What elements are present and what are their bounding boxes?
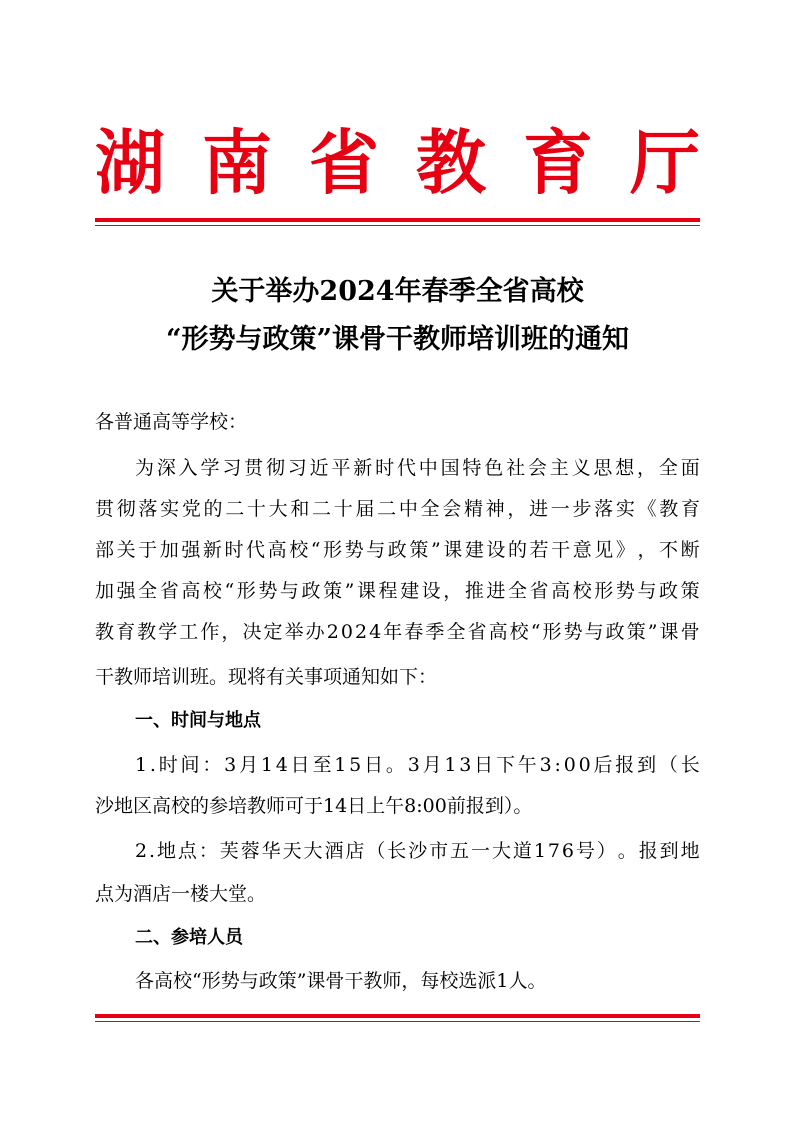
section-heading-2: 二、参培人员 <box>135 927 243 948</box>
paragraph-line: 教 育 教 学 工 作 ， 决 定 举 办 2 0 2 4 年 春 季 全 省 高 校 “ 形 势 与 政 策 ” 课 骨 <box>95 621 700 643</box>
issuer-masthead <box>95 118 700 208</box>
item-line: 沙地区高校的参培教师可于14日上午8:00前报到）。 <box>95 795 533 817</box>
red-divider-bottom-thick <box>95 1014 700 1018</box>
masthead-char: 育 <box>523 121 593 204</box>
red-divider-top-thin <box>95 225 700 226</box>
document-title-line-2: “形势与政策”课骨干教师培训班的通知 <box>165 324 630 355</box>
paragraph-line: 部 关 于 加 强 新 时 代 高 校 “ 形 势 与 政 策 ” 课 建 设 的 若 干 意 见 》 ， 不 断 <box>95 539 700 561</box>
masthead-char: 南 <box>202 121 272 204</box>
masthead-char: 湖 <box>95 121 165 204</box>
masthead-char: 教 <box>416 121 486 204</box>
paragraph-line: 加 强 全 省 高 校 “ 形 势 与 政 策 ” 课 程 建 设 ， 推 进 全 省 高 校 形 势 与 政 策 <box>95 580 700 602</box>
masthead-char: 省 <box>309 121 379 204</box>
red-divider-bottom-thin <box>95 1021 700 1022</box>
paragraph-line: 为 深 入 学 习 贯 彻 习 近 平 新 时 代 中 国 特 色 社 会 主 义 思 想 ， 全 面 <box>135 457 700 479</box>
section-heading-1: 一、时间与地点 <box>135 710 261 731</box>
item-line: 点为酒店一楼大堂。 <box>95 883 267 905</box>
document-title-line-1: 关于举办2024年春季全省高校 <box>211 276 584 307</box>
paragraph-line: 干教师培训班。现将有关事项通知如下： <box>95 666 438 688</box>
item-line: 1 . 时 间 ： 3 月 1 4 日 至 1 5 日 。 3 月 1 3 日 下 午 3 : 0 0 后 报 到 （ 长 <box>135 754 700 776</box>
paragraph-line: 贯 彻 落 实 党 的 二 十 大 和 二 十 届 二 中 全 会 精 神 ， 进 一 步 落 实 《 教 育 <box>95 498 700 520</box>
salutation: 各普通高等学校： <box>95 411 248 433</box>
section-text: 各高校“形势与政策”课骨干教师，每校选派1人。 <box>135 970 547 992</box>
item-line: 2 . 地 点 ： 芙 蓉 华 天 大 酒 店 （ 长 沙 市 五 一 大 道 1 7 6 号 ） 。 报 到 地 <box>135 840 700 862</box>
red-divider-top-thick <box>95 218 700 222</box>
masthead-char: 厅 <box>630 121 700 204</box>
